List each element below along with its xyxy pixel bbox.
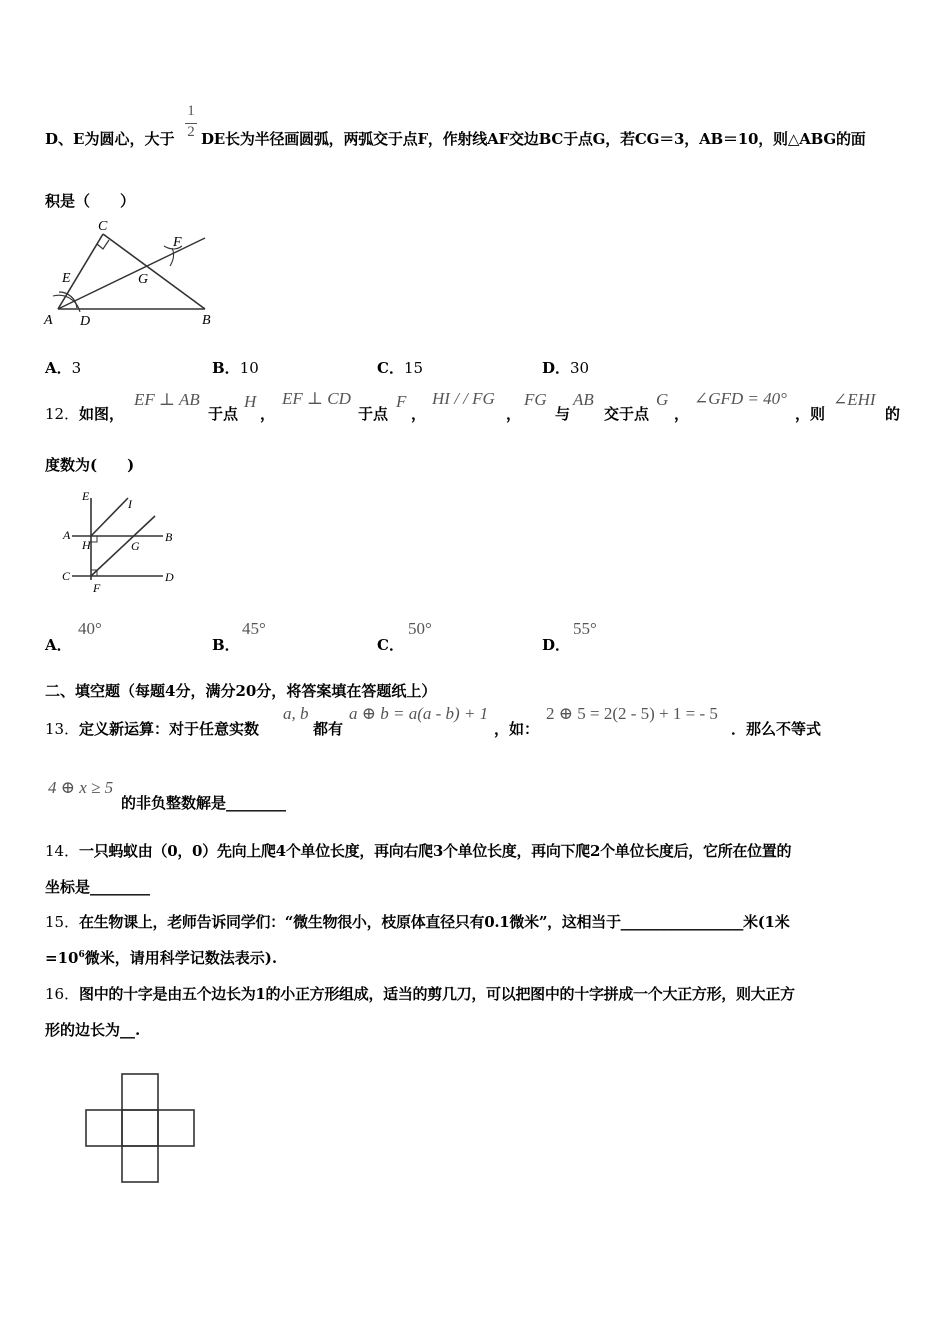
q13-text-2: 都有 <box>313 720 344 738</box>
q16-line1: 图中的十字是由五个边长为1的小正方形组成，适当的剪几刀，可以把图中的十字拼成一个大正方形，则大正方 <box>79 985 795 1003</box>
q13-text-5: 的非负整数解是________ <box>121 794 287 812</box>
q13-math-4: 4 ⊕ x ≥ 5 <box>48 778 114 797</box>
q12-option-d-letter: D． <box>542 636 571 654</box>
q12-text-8: 交于点 <box>604 405 650 423</box>
q12-text-9: ， <box>674 405 690 423</box>
fig11-label-b: B <box>202 313 211 328</box>
q12-text-5: ， <box>411 405 427 423</box>
q15-line1: 在生物课上，老师告诉同学们：“微生物很小，枝原体直径只有0.1微米”，这相当于_________________米(1米 <box>79 913 790 931</box>
q13-math-1: a, b <box>283 704 309 723</box>
q12-text-7: 与 <box>555 405 571 423</box>
q13-text-3: ，如： <box>494 720 540 738</box>
q13-math-3: 2 ⊕ 5 = 2(2 - 5) + 1 = - 5 <box>546 704 718 723</box>
q11-option-d: D．30 <box>542 359 590 377</box>
section-2-heading: 二、填空题（每题4分，满分20分，将答案填在答题纸上） <box>45 682 437 700</box>
q12-parallel-lines-figure <box>58 488 188 600</box>
q12-option-c-letter: C． <box>377 636 404 654</box>
q12-option-b-value: 45° <box>242 619 266 638</box>
q13-math-2: a ⊕ b = a(a - b) + 1 <box>349 704 489 723</box>
fig11-label-g: G <box>138 272 149 287</box>
q12-math-7: AB <box>573 390 594 409</box>
fraction-denominator: 2 <box>187 124 195 140</box>
q14-line2: 坐标是________ <box>45 878 151 896</box>
q11-option-b: B．10 <box>212 359 259 377</box>
q14-number: 14． <box>45 842 80 860</box>
q12-text-3: ， <box>260 405 276 423</box>
q12-math-6: FG <box>524 390 547 409</box>
fig11-label-a: A <box>44 313 53 328</box>
fig11-label-d: D <box>80 314 91 329</box>
fig12-label-d: D <box>165 570 174 584</box>
fig12-label-c: C <box>62 569 71 583</box>
q11-option-c: C．15 <box>377 359 424 377</box>
q15-line2: $=10^6$微米，请用科学记数法表示). <box>45 949 278 967</box>
q12-math-5: HI / / FG <box>432 389 495 408</box>
q11-line1-pre: D、E为圆心，大于 <box>45 130 175 148</box>
q11-triangle-figure <box>40 216 220 330</box>
q16-cross-figure <box>84 1072 196 1186</box>
q12-option-a-value: 40° <box>78 619 102 638</box>
q12-math-10: ∠EHI <box>833 390 876 409</box>
q15-number: 15． <box>45 913 80 931</box>
q11-option-a: A．3 <box>45 359 82 377</box>
q12-text-1: 如图， <box>79 405 125 423</box>
q12-math-8: G <box>656 390 669 409</box>
q12-text-6: ， <box>506 405 522 423</box>
fig11-label-f: F <box>173 235 182 250</box>
q11-line1-post: DE长为半径画圆弧，两弧交于点F，作射线AF交边BC于点G，若CG＝3，AB＝10，则△ABG的面 <box>201 130 866 148</box>
fig12-label-e: E <box>82 489 90 503</box>
q12-line2: 度数为( ) <box>45 456 135 474</box>
fraction-numerator: 1 <box>187 103 195 119</box>
fig11-label-e: E <box>62 271 71 286</box>
q12-math-9: ∠GFD = 40° <box>694 389 787 408</box>
fig12-label-g: G <box>131 539 140 553</box>
q12-option-d-value: 55° <box>573 619 597 638</box>
q13-number: 13． <box>45 720 80 738</box>
q12-math-1: EF ⊥ AB <box>134 390 200 409</box>
q12-number: 12． <box>45 405 80 423</box>
q16-line2: 形的边长为__. <box>45 1021 141 1039</box>
q12-text-4: 于点 <box>358 405 389 423</box>
q12-option-b-letter: B． <box>212 636 240 654</box>
q12-text-11: 的 <box>885 405 901 423</box>
fig12-label-a: A <box>63 528 71 542</box>
fig11-label-c: C <box>98 219 108 234</box>
fig12-label-i: I <box>128 497 132 511</box>
q12-math-4: F <box>396 392 407 411</box>
q13-text-4: ．那么不等式 <box>731 720 822 738</box>
q12-option-c-value: 50° <box>408 619 432 638</box>
q12-text-10: ，则 <box>795 405 826 423</box>
fig12-label-f: F <box>93 581 101 595</box>
q13-text-1: 定义新运算：对于任意实数 <box>79 720 260 738</box>
q16-number: 16． <box>45 985 80 1003</box>
fig12-label-h: H <box>82 538 91 552</box>
q12-option-a-letter: A． <box>45 636 72 654</box>
q14-line1: 一只蚂蚁由（0，0）先向上爬4个单位长度，再向右爬3个单位长度，再向下爬2个单位长度后，它所在位置的 <box>79 842 792 860</box>
fig12-label-b: B <box>165 530 173 544</box>
q12-math-3: EF ⊥ CD <box>282 389 351 408</box>
q12-math-2: H <box>244 392 257 411</box>
q12-text-2: 于点 <box>208 405 239 423</box>
q11-line2: 积是（ ） <box>45 192 136 210</box>
